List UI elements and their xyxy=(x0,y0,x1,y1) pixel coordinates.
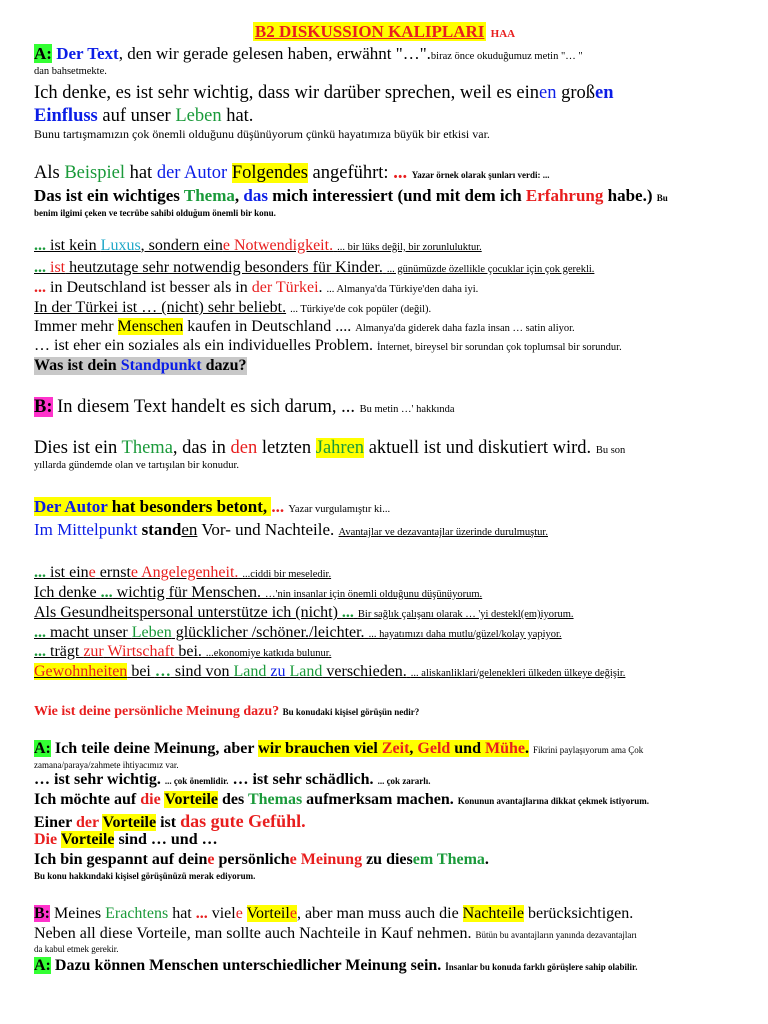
phrase-line-19: Ich denke ... wichtig für Menschen. …'nin insanlar için önemli olduğunu düşünüyorum. xyxy=(34,584,483,601)
phrase-line-16: Der Autor hat besonders betont, ... Yazar vurgulamıştır ki... xyxy=(34,497,391,516)
phrase-line-2: Ich denke, es ist sehr wichtig, dass wir darüber sprechen, weil es einen großen xyxy=(34,83,614,103)
translation-line: Bu konu hakkındaki kişisel görüşünüzü merak ediyorum. xyxy=(34,871,256,881)
translation-line: Bunu tartışmamızın çok önemli olduğunu düşünüyorum çünkü hayatımıza büyük bir etkisi var. xyxy=(34,127,490,141)
phrase-line-23: Gewohnheiten bei … sind von Land zu Land verschieden. ... aliskanliklari/gelenekleri ülkeden ülkeye değişir. xyxy=(34,663,626,680)
phrase-line-26: … ist sehr wichtig. ... çok önemlidir. … ist sehr schädlich. ... çok zararlı. xyxy=(34,771,431,788)
phrase-line-29: Die Vorteile sind … und … xyxy=(34,831,218,848)
phrase-line-11: Immer mehr Menschen kaufen in Deutschland .... Almanya'da giderek daha fazla insan … satin aliyor. xyxy=(34,318,575,335)
translation-line: zamana/paraya/zahmete ihtiyacımız var. xyxy=(34,760,179,770)
phrase-line-17: Im Mittelpunkt standen Vor- und Nachteile. Avantajlar ve dezavantajlar üzerinde durulmuştur. xyxy=(34,520,548,539)
phrase-line-10: In der Türkei ist … (nicht) sehr beliebt. ... Türkiye'de cok popüler (değil). xyxy=(34,299,432,316)
question-standpunkt: Was ist dein Standpunkt dazu? xyxy=(34,357,247,374)
speaker-b-label: B: xyxy=(34,397,53,417)
phrase-line-21: ... macht unser Leben glücklicher /schöner./leichter. ... hayatımızı daha mutlu/güzel/kolay yapiyor. xyxy=(34,624,562,641)
phrase-line-9: ... in Deutschland ist besser als in der Türkei. ... Almanya'da Türkiye'den daha iyi. xyxy=(34,279,479,296)
phrase-line-27: Ich möchte auf die Vorteile des Themas aufmerksam machen. Konunun avantajlarına dikkat çekmek istiyorum. xyxy=(34,791,649,808)
translation-line: benim ilgimi çeken ve tecrübe sahibi olduğum önemli bir konu. xyxy=(34,208,276,218)
speaker-a-label: A: xyxy=(34,44,52,63)
phrase-line-5: Als Beispiel hat der Autor Folgendes angeführt: ... Yazar örnek olarak şunları verdi: ... xyxy=(34,163,550,183)
phrase-line-3: Einfluss auf unser Leben hat. xyxy=(34,106,254,126)
phrase-line-18: ... ist eine ernste Angelegenheit. ...ciddi bir meseledir. xyxy=(34,564,332,581)
phrase-line-15: Dies ist ein Thema, das in den letzten Jahren aktuell ist und diskutiert wird. Bu son xyxy=(34,438,626,458)
translation-line: yıllarda gündemde olan ve tartışılan bir konudur. xyxy=(34,460,239,471)
phrase-line-34: A: Dazu können Menschen unterschiedlicher Meinung sein. İnsanlar bu konuda farklı görüşlere sahip olabilir. xyxy=(34,957,638,974)
speaker-b-label: B: xyxy=(34,905,50,922)
phrase-line-25: A: Ich teile deine Meinung, aber wir brauchen viel Zeit, Geld und Mühe. Fikrini paylaşıyorum ama Çok xyxy=(34,740,644,757)
page-title xyxy=(34,22,734,42)
phrase-line-8: ... ist heutzutage sehr notwendig besonders für Kinder. ... günümüzde özellikle çocuklar için çok gerekli. xyxy=(34,259,595,276)
phrase-line-7: ... ist kein Luxus, sondern eine Notwendigkeit. ... bir lüks değil, bir zorunluluktur. xyxy=(34,237,482,254)
translation-line: da kabul etmek gerekir. xyxy=(34,944,119,954)
phrase-line-22: ... trägt zur Wirtschaft bei. ...ekonomiye katkıda bulunur. xyxy=(34,643,332,660)
phrase-line-6: Das ist ein wichtiges Thema, das mich interessiert (und mit dem ich Erfahrung habe.) Bu xyxy=(34,186,668,205)
question-meinung: Wie ist deine persönliche Meinung dazu? Bu konudaki kişisel görüşün nedir? xyxy=(34,704,420,719)
phrase-line-32: B: Meines Erachtens hat ... viele Vorteile, aber man muss auch die Nachteile berücksichtigen. xyxy=(34,905,634,922)
phrase-line-14: B: In diesem Text handelt es sich darum, ... Bu metin …' hakkında xyxy=(34,397,455,417)
translation-line: dan bahsetmekte. xyxy=(34,66,107,77)
phrase-line-30: Ich bin gespannt auf deine persönliche Meinung zu diesem Thema. xyxy=(34,851,489,868)
phrase-line-28: Einer der Vorteile ist das gute Gefühl. xyxy=(34,811,306,831)
speaker-a-label: A: xyxy=(34,957,51,974)
title-main: B2 DISKUSSION KALIPLARI xyxy=(254,22,485,41)
phrase-line-12: … ist eher ein soziales als ein individuelles Problem. İnternet, bireysel bir sorundan çok toplumsal bir sorundur. xyxy=(34,337,622,354)
title-suffix: HAA xyxy=(490,28,516,40)
phrase-line-1: A: Der Text, den wir gerade gelesen haben, erwähnt "…".biraz önce okuduğumuz metin "… " xyxy=(34,44,583,63)
phrase-line-33: Neben all diese Vorteile, man sollte auch Nachteile in Kauf nehmen. Bütün bu avantajların yanında dezavantajları xyxy=(34,925,637,942)
speaker-a-label: A: xyxy=(34,740,51,757)
phrase-line-20: Als Gesundheitspersonal unterstütze ich (nicht) ... Bir sağlık çalışanı olarak … 'yi destekl(em)iyorum. xyxy=(34,604,574,621)
